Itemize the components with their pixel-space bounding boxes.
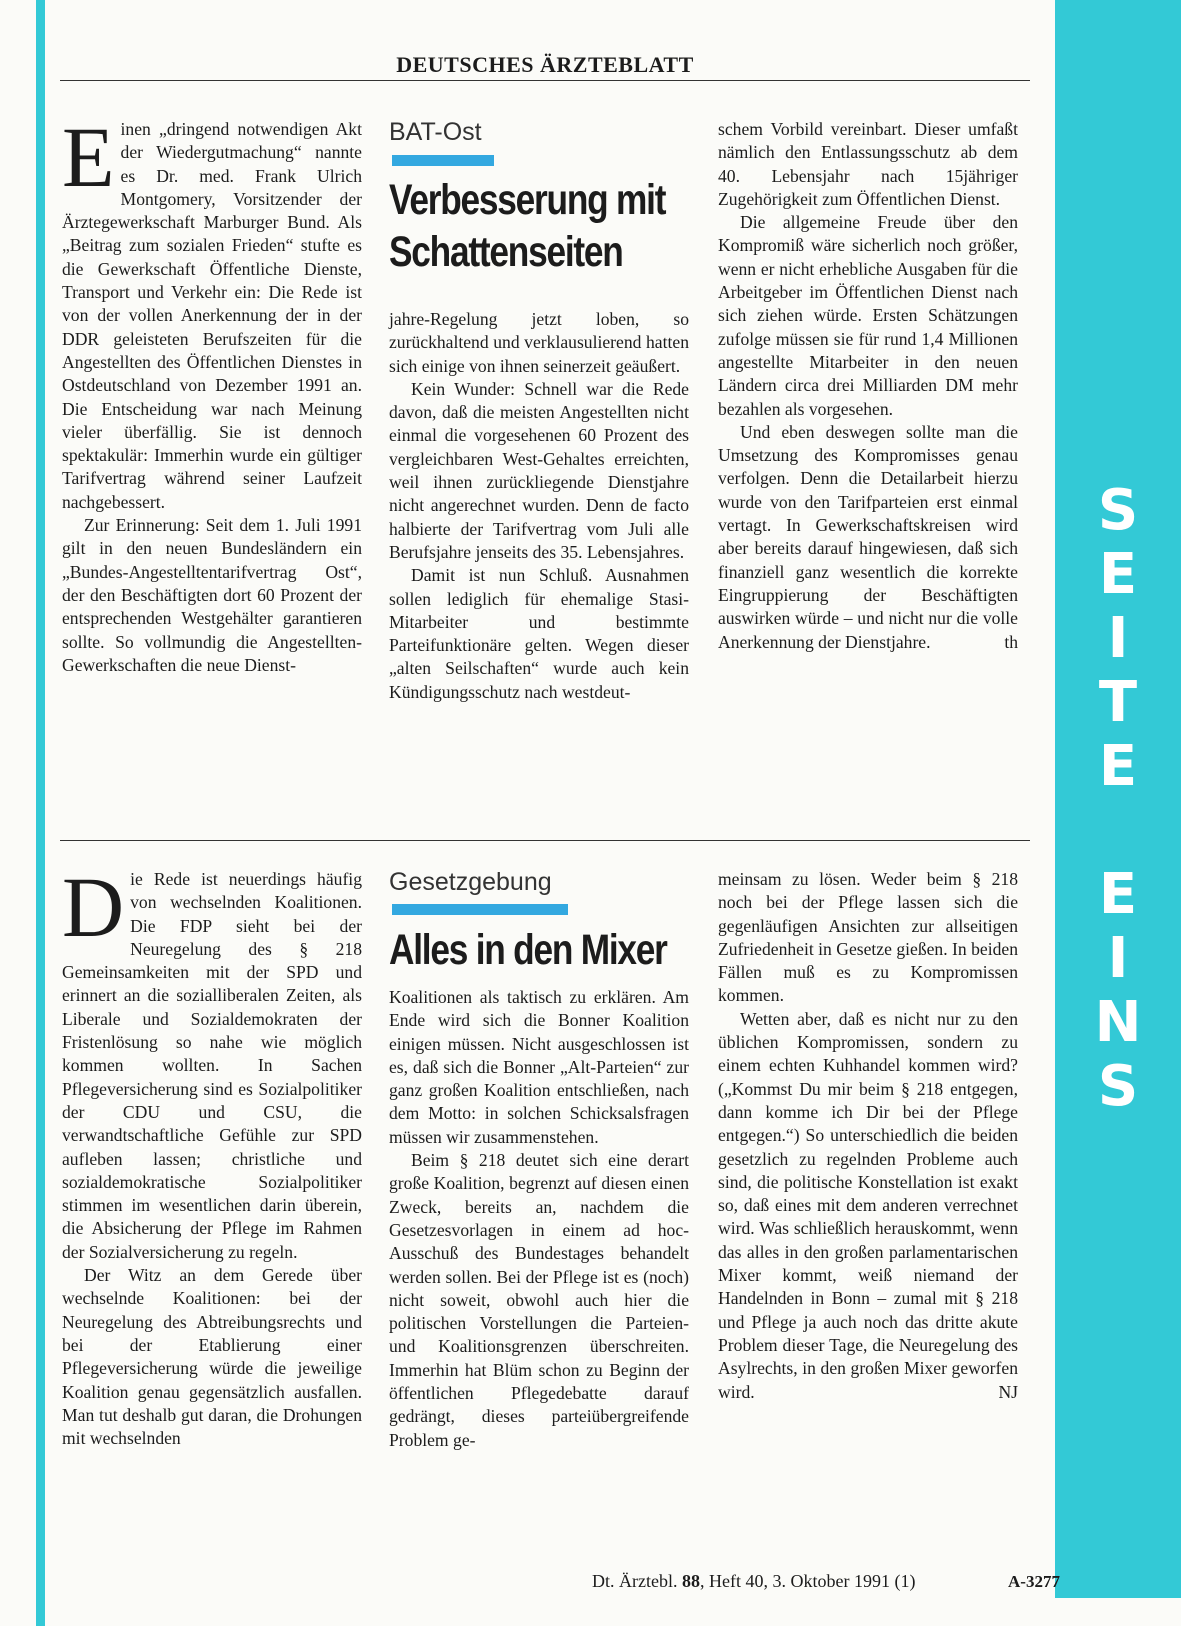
article1-column-2 — [389, 308, 689, 704]
article2-paragraph: Koalitionen als taktisch zu erklären. Am Ende wird sich die Bonner Koalition einigen müssen. Nicht ausgeschlossen ist es, daß sich die Bonner „Alt-Parteien“ zur ganz großen Koalition entschließen, nach dem Motto: in solchen Schicksalsfragen müssen wir zusammenstehen. — [389, 987, 689, 1147]
masthead-rule — [60, 80, 1030, 81]
section-side-band — [1055, 0, 1181, 1598]
footer-volume: 88 — [681, 1571, 700, 1591]
article2-paragraph — [718, 1008, 1018, 1404]
article1-signoff: th — [1004, 631, 1018, 652]
article1-paragraph: Zur Erinnerung: Seit dem 1. Juli 1991 gilt in den neuen Bundesländern ein „Bundes-Angestelltentarifvertrag Ost“, der den Beschäftigten dort 60 Prozent der entsprechenden Westgehälter garantieren sollte. So vollmundig die Angestellten-Gewerkschaften die neue Dienst- — [62, 515, 362, 675]
article2-column-3 — [718, 868, 1018, 1404]
article2-last-text: Wetten aber, daß es nicht nur zu den üblichen Kompromissen, sondern zu einem echten Kuhhandel kommen wird? („Kommst Du mir beim § 218 entgegen, dann komme ich Dir bei der Pflege entgegen.“) So unterschiedlich die beiden gesetzlich zu regelnden Probleme auch sind, die politische Konstellation ist exakt so, daß eines mit dem anderen verrechnet wird. Was schließlich herauskommt, wenn das alles in den großen parlamentarischen Mixer kommt, weiß niemand der Handelnden in Bonn – zumal mit § 218 und Pflege ja auch noch das dritte akute Problem dieser Tage, die Neuregelung des Asylrechts, in den großen Mixer geworfen wird. — [718, 1008, 1018, 1402]
side-letter: E — [1098, 862, 1138, 927]
article2-kicker-bar — [392, 904, 568, 915]
masthead-title: DEUTSCHES ÄRZTEBLATT — [396, 52, 694, 77]
article1-paragraph: schem Vorbild vereinbart. Dieser umfaßt nämlich den Entlassungsschutz ab dem 40. Lebensjahr nach 15jähriger Zugehörigkeit zum Öffentlichen Dienst. — [718, 119, 1018, 209]
article1-dropcap: E — [62, 109, 115, 205]
article2-kicker: Gesetzgebung — [389, 868, 552, 896]
footer-journal: Dt. Ärztebl. — [592, 1571, 678, 1591]
article2-paragraph: ie Rede ist neuerdings häufig von wechselnden Koalitionen. Die FDP sieht bei der Neuregelung des § 218 Gemeinsamkeiten mit der SPD und erinnert an die sozialliberalen Zeiten, als Liberale und Sozialdemokraten der Fristenlösung so nahe wie möglich kommen wollten. In Sachen Pflegeversicherung sind es Sozialpolitiker der CDU und CSU, die verwandtschaftliche Gefühle zur SPD aufleben lassen; christliche und sozialdemokratische Sozialpolitiker stimmen im wesentlichen darin überein, die Absicherung der Pflege im Rahmen der Sozialversicherung zu regeln. — [62, 869, 362, 1262]
article1-headline-line2: Schattenseiten — [389, 228, 623, 276]
article1-kicker-bar — [392, 155, 494, 166]
side-letter: I — [1107, 606, 1129, 671]
side-letter: E — [1098, 542, 1138, 607]
article1-paragraph: Die allgemeine Freude über den Kompromiß wäre sicherlich noch größer, wenn er nicht erhebliche Ausgaben für die Arbeitgeber im Öffentlichen Dienst nach sich ziehen würde. Ersten Schätzungen zufolge müssen sie für rund 1,4 Millionen angestellte Mitarbeiter in den neuen Ländern circa drei Milliarden DM mehr bezahlen als vorgesehen. — [718, 212, 1018, 419]
article2-paragraph: meinsam zu lösen. Weder beim § 218 noch bei der Pflege lassen sich die gegenläufigen Ansichten zur allseitigen Zufriedenheit in Gesetze gießen. In beiden Fällen muß es zu Kompromissen kommen. — [718, 869, 1018, 1006]
side-letter: T — [1098, 670, 1138, 735]
article2-column-2 — [389, 986, 689, 1452]
article1-headline-line1: Verbesserung mit — [389, 176, 666, 224]
article1-paragraph: Damit ist nun Schluß. Ausnahmen sollen lediglich für ehemalige Stasi-Mitarbeiter und bestimmte Parteifunktionäre gelten. Wegen dieser „alten Seilschaften“ wurde auch kein Kündigungsschutz nach westdeut- — [389, 565, 689, 702]
side-letter: E — [1098, 734, 1138, 799]
article1-paragraph: Kein Wunder: Schnell war die Rede davon, daß die meisten Angestellten nicht einmal die vorgesehenen 60 Prozent des vergleichbaren West-Gehaltes erreichten, weil ihnen zurückliegende Dienstjahre nicht angerechnet wurden. Denn de facto halbierte der Tarifvertrag vom Juli alle Berufsjahre jenseits des 35. Lebensjahres. — [389, 378, 689, 562]
footer-issue-date: , Heft 40, 3. Oktober 1991 (1) — [699, 1571, 916, 1591]
article1-last-text: Und eben deswegen sollte man die Umsetzung des Kompromisses genau verfolgen. Denn die Detailarbeit hierzu wurde von den Tarifparteien erst einmal vertagt. In Gewerkschaftskreisen wird aber bereits darauf hingewiesen, daß sich finanziell ganz wesentlich die korrekte Eingruppierung der Beschäftigten auswirken würde – und nicht nur die volle Anerkennung der Dienstjahre. — [718, 421, 1018, 652]
article1-paragraph — [718, 421, 1018, 654]
article1-paragraph: inen „dringend notwendigen Akt der Wiedergutmachung“ nannte es Dr. med. Frank Ulrich Montgomery, Vorsitzender der Ärztegewerkschaft Marburger Bund. Als „Beitrag zum sozialen Frieden“ stufte es die Gewerkschaft Öffentliche Dienste, Transport und Verkehr ein: Die Rede ist von der vollen Anerkennung der in der DDR geleisteten Berufszeiten für die Angestellten des Öffentlichen Dienstes in Ostdeutschland von Dezember 1991 an. Die Entscheidung war nach Meinung vieler überfällig. Sie ist dennoch spektakulär: Immerhin wurde ein gültiger Tarifvertrag während seiner Laufzeit nachgebessert. — [62, 119, 362, 512]
side-letter: I — [1107, 926, 1129, 991]
side-letter: S — [1097, 478, 1139, 543]
article2-dropcap: D — [62, 859, 125, 955]
article2-paragraph: Der Witz an dem Gerede über wechselnde Koalitionen: bei der Neuregelung des Abtreibungsrechts und bei der Etablierung einer Pflegeversicherung würde die jeweilige Koalition genau gegensätzlich ausfallen. Man tut deshalb gut daran, die Drohungen mit wechselnden — [62, 1265, 362, 1449]
section-label-seite-eins — [1055, 0, 1181, 1598]
article2-signoff: NJ — [998, 1381, 1018, 1402]
footer-citation — [592, 1571, 915, 1592]
article2-headline: Alles in den Mixer — [389, 926, 667, 974]
article1-column-1 — [62, 109, 362, 677]
article-separator-rule — [60, 840, 1030, 841]
footer-page-number: A-3277 — [1008, 1572, 1060, 1591]
side-letter: S — [1097, 1054, 1139, 1119]
side-letter: N — [1094, 990, 1142, 1055]
article1-kicker: BAT-Ost — [389, 118, 482, 146]
article2-paragraph: Beim § 218 deutet sich eine derart große Koalition, begrenzt auf diesen einen Zweck, bereits an, nachdem die Gesetzesvorlagen in einem ad hoc-Ausschuß des Bundestages behandelt werden sollen. Bei der Pflege ist es (noch) nicht soweit, obwohl auch hier die politischen Vorstellungen die Parteien- und Koalitionsgrenzen überschreiten. Immerhin hat Blüm schon zu Beginn der öffentlichen Pflegedebatte darauf gedrängt, dieses parteiübergreifende Problem ge- — [389, 1150, 689, 1450]
left-margin-bar — [36, 0, 45, 1626]
article1-paragraph: jahre-Regelung jetzt loben, so zurückhaltend und verklausulierend hatten sich einige von ihnen seinerzeit geäußert. — [389, 309, 689, 376]
article2-column-1 — [62, 859, 362, 1450]
article1-column-3 — [718, 118, 1018, 654]
